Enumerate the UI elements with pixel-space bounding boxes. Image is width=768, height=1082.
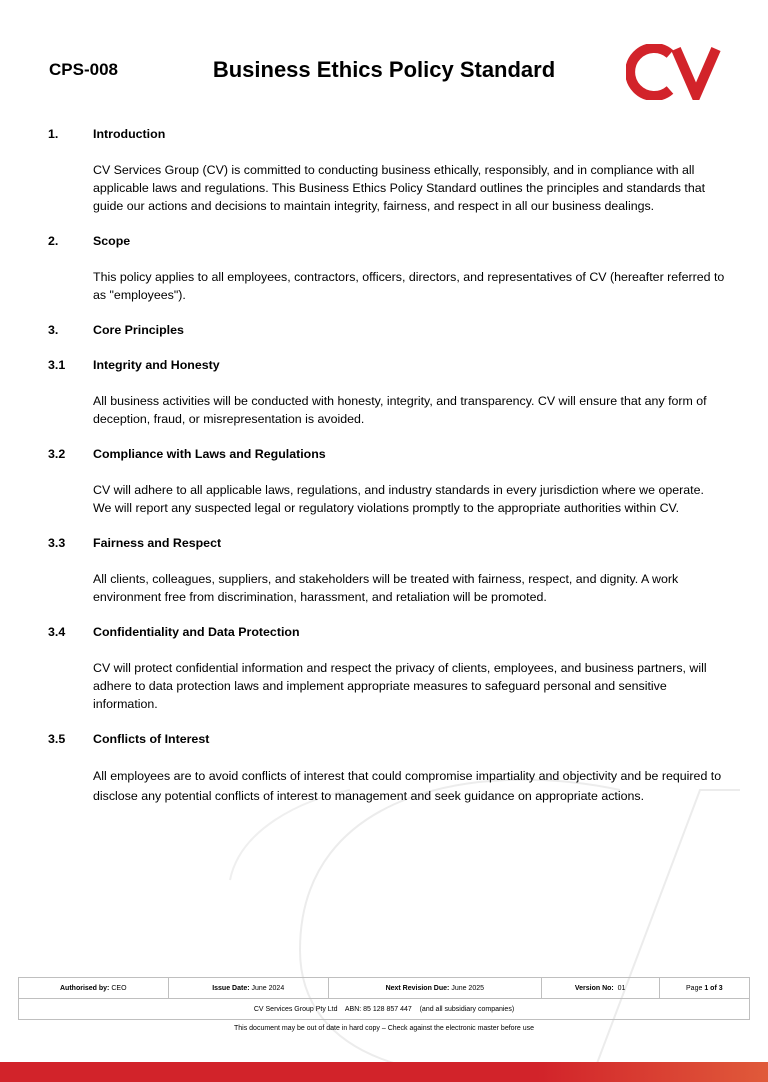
section-number: 3.2 bbox=[48, 447, 66, 461]
section-fairness-respect bbox=[0, 535, 768, 606]
version-value: 01 bbox=[617, 984, 626, 992]
page-number: 1 of 3 bbox=[704, 984, 723, 992]
section-number: 3.5 bbox=[48, 732, 66, 746]
section-number: 2. bbox=[48, 234, 59, 248]
next-revision-label: Next Revision Due: bbox=[385, 984, 450, 992]
company-line: CV Services Group Pty Ltd ABN: 85 128 857 447 (and all subsidiary companies) bbox=[19, 999, 750, 1020]
section-number: 3. bbox=[48, 323, 59, 337]
policy-content bbox=[0, 126, 768, 824]
section-title: Fairness and Respect bbox=[93, 536, 222, 550]
section-number: 1. bbox=[48, 127, 59, 141]
section-core-principles bbox=[0, 322, 768, 339]
section-paragraph: All clients, colleagues, suppliers, and stakeholders will be treated with fairness, respect, and dignity. A work environment free from discrimination, harassment, and retaliation will be promoted. bbox=[93, 572, 679, 604]
section-heading bbox=[0, 233, 768, 250]
next-revision-cell bbox=[328, 978, 541, 999]
footer-brand-bar bbox=[0, 1062, 768, 1082]
page-cell bbox=[659, 978, 749, 999]
authorised-by-value: CEO bbox=[111, 984, 127, 992]
section-title: Conflicts of Interest bbox=[93, 732, 210, 746]
authorised-by-cell bbox=[19, 978, 169, 999]
version-label: Version No: bbox=[574, 984, 614, 992]
section-heading bbox=[0, 446, 768, 463]
next-revision-value: June 2025 bbox=[451, 984, 485, 992]
section-title: Integrity and Honesty bbox=[93, 358, 220, 372]
authorised-by-label: Authorised by: bbox=[60, 984, 110, 992]
section-heading bbox=[0, 322, 768, 339]
section-paragraph: CV will adhere to all applicable laws, regulations, and industry standards in every jurisdiction where we operate. We will report any suspected legal or regulatory violations promptly to the appropriate authorities within CV. bbox=[93, 483, 704, 515]
section-heading bbox=[0, 357, 768, 374]
section-paragraph: CV Services Group (CV) is committed to conducting business ethically, responsibly, and in compliance with all applicable laws and regulations. This Business Ethics Policy Standard outlines the principles and standards that guide our actions and decisions to maintain integrity, fairness, and respect in all our business dealings. bbox=[93, 163, 706, 213]
section-number: 3.1 bbox=[48, 358, 66, 372]
section-title: Compliance with Laws and Regulations bbox=[93, 447, 326, 461]
section-conflicts-of-interest bbox=[0, 731, 768, 806]
section-scope bbox=[0, 233, 768, 304]
section-title: Introduction bbox=[93, 127, 166, 141]
section-paragraph: This policy applies to all employees, contractors, officers, directors, and representatives of CV (hereafter referred to as "employees"). bbox=[93, 270, 725, 302]
section-heading bbox=[0, 535, 768, 552]
section-confidentiality bbox=[0, 624, 768, 713]
document-title: Business Ethics Policy Standard bbox=[212, 57, 556, 82]
section-title: Core Principles bbox=[93, 323, 184, 337]
document-code: CPS-008 bbox=[49, 60, 118, 79]
document-control-table bbox=[18, 977, 750, 1020]
footer-disclaimer: This document may be out of date in hard copy – Check against the electronic master before use bbox=[234, 1025, 534, 1032]
page-prefix: Page bbox=[686, 984, 703, 992]
section-integrity-honesty bbox=[0, 357, 768, 428]
issue-date-cell bbox=[168, 978, 328, 999]
section-compliance bbox=[0, 446, 768, 517]
issue-date-value: June 2024 bbox=[251, 984, 285, 992]
section-heading bbox=[0, 126, 768, 143]
cv-logo bbox=[626, 44, 722, 100]
section-heading bbox=[0, 731, 768, 748]
section-paragraph: All employees are to avoid conflicts of interest that could compromise impartiality and objectivity and be required to disclose any potential conflicts of interest to management and seek guidance on appropriate actions. bbox=[93, 769, 722, 803]
section-title: Confidentiality and Data Protection bbox=[93, 625, 300, 639]
section-paragraph: All business activities will be conducted with honesty, integrity, and transparency. CV will ensure that any form of deception, fraud, or misrepresentation is avoided. bbox=[93, 394, 707, 426]
section-number: 3.3 bbox=[48, 536, 66, 550]
section-number: 3.4 bbox=[48, 625, 66, 639]
version-cell bbox=[541, 978, 659, 999]
section-heading bbox=[0, 624, 768, 641]
section-introduction bbox=[0, 126, 768, 215]
issue-date-label: Issue Date: bbox=[212, 984, 250, 992]
section-title: Scope bbox=[93, 234, 131, 248]
section-paragraph: CV will protect confidential information and respect the privacy of clients, employees, and business partners, will adhere to data protection laws and implement appropriate measures to safeguard personal and sensitive information. bbox=[93, 661, 707, 711]
